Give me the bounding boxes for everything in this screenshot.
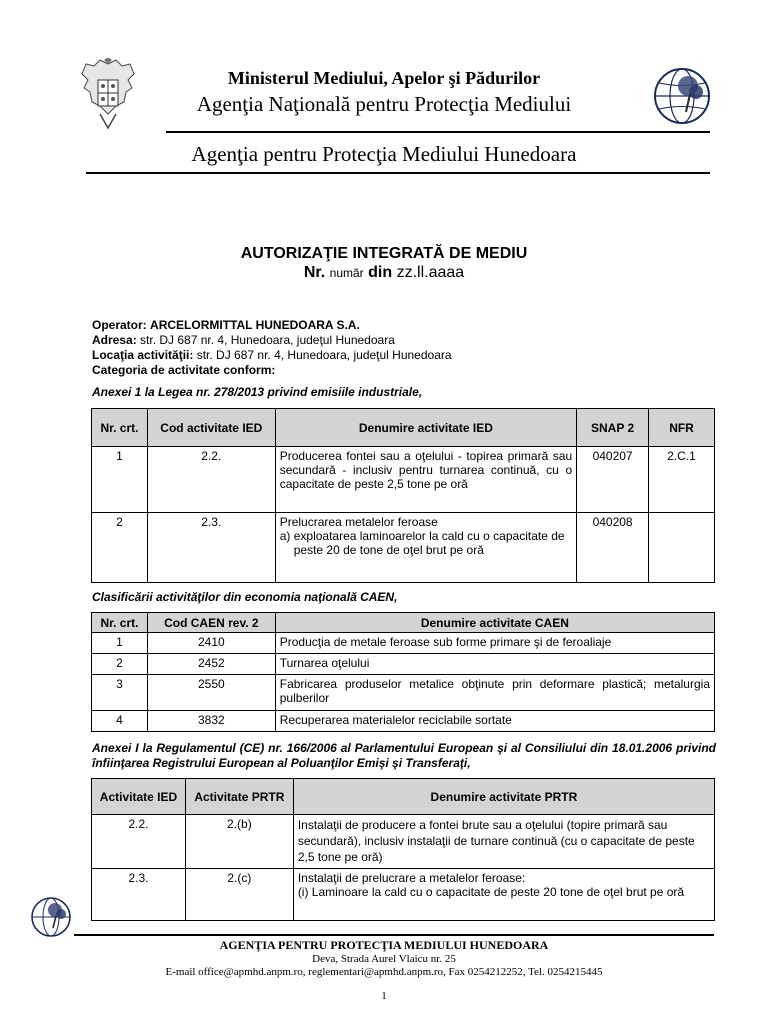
table-row: 4 3832 Recuperarea materialelor reciclabile sortate [92, 711, 715, 732]
operator-info [92, 318, 452, 378]
nr-label: Nr. [303, 264, 326, 281]
document-number-line [0, 264, 768, 282]
footer-contact: E-mail office@apmhd.anpm.ro, reglementari@apmhd.anpm.ro, Fax 0254212252, Tel. 0254215445 [165, 966, 603, 978]
din-label: din [368, 264, 393, 281]
table-row: 2.2. 2.(b) Instalaţii de producere a fontei brute sau a oţelului (topire primară sau secundară), inclusiv instalaţii de turnare continuă (cu o capacitate de peste 2,5 tone pe oră) [92, 815, 715, 869]
prtr-section-title: Anexei I la Regulamentul (CE) nr. 166/2006 al Parlamentului European şi al Consiliului din 18.01.2006 privind înfiinţarea Registrului European al Poluanţilor Emişi şi Transferaţi, [92, 741, 716, 770]
operator-line: Operator: ARCELORMITTAL HUNEDOARA S.A. [92, 318, 360, 332]
ied-header-nfr: NFR [649, 409, 715, 447]
national-agency-title: Agenţia Naţională pentru Protecţia Mediului [196, 92, 572, 116]
table-row: 2 2.3. Prelucrarea metalelor feroase a) exploatarea laminoarelor la cald cu o capacitate de peste 20 de tone de oţel brut pe oră 040208 [92, 513, 715, 583]
location-line: Locaţia activităţii: str. DJ 687 nr. 4, Hunedoara, judeţul Hunedoara [92, 348, 452, 362]
ied-section-title: Anexei 1 la Legea nr. 278/2013 privind emisiile industriale, [92, 385, 423, 399]
footer-rule [74, 934, 714, 936]
table-row: 1 2.2. Producerea fontei sau a oţelului - topirea primară sau secundară - inclusiv pentru turnarea continuă, cu o capacitate de peste 2,5 tone pe oră 040207 2.C.1 [92, 447, 715, 513]
nr-value: număr [329, 266, 364, 280]
prtr-table [91, 778, 715, 921]
ied-header-name: Denumire activitate IED [275, 409, 576, 447]
caen-header-code: Cod CAEN rev. 2 [147, 613, 275, 633]
footer-address: Deva, Strada Aurel Vlaicu nr. 25 [312, 953, 456, 965]
ied-header-snap: SNAP 2 [577, 409, 649, 447]
prtr-header-ied: Activitate IED [92, 779, 186, 815]
address-line: Adresa: str. DJ 687 nr. 4, Hunedoara, judeţul Hunedoara [92, 333, 395, 347]
table-row: 2.3. 2.(c) Instalaţii de prelucrare a metalelor feroase: (i) Laminoare la cald cu o capacitate de peste 20 tone de oţel brut pe oră [92, 869, 715, 921]
date-placeholder: zz.ll.aaaa [396, 264, 465, 281]
footer-globe-logo-icon [30, 896, 72, 938]
header-rule-bottom [86, 172, 710, 174]
caen-header-name: Denumire activitate CAEN [275, 613, 714, 633]
prtr-header-prtr: Activitate PRTR [185, 779, 293, 815]
ministry-title: Ministerul Mediului, Apelor şi Pădurilor [227, 68, 541, 88]
footer-agency: AGENŢIA PENTRU PROTECŢIA MEDIULUI HUNEDOARA [219, 938, 549, 952]
table-row: 3 2550 Fabricarea produselor metalice obţinute prin deformare plastică; metalurgia pulberilor [92, 675, 715, 711]
document-title: AUTORIZAŢIE INTEGRATĂ DE MEDIU [240, 245, 528, 262]
table-row: 1 2410 Producţia de metale feroase sub forme primare şi de feroaliaje [92, 633, 715, 654]
header-rule-top [166, 131, 710, 133]
prtr-header-name: Denumire activitate PRTR [293, 779, 714, 815]
ied-header-code: Cod activitate IED [147, 409, 275, 447]
caen-table [91, 612, 715, 732]
caen-section-title: Clasificării activităţilor din economia naţională CAEN, [92, 590, 398, 604]
ied-header-nr: Nr. crt. [92, 409, 148, 447]
table-row: 2 2452 Turnarea oţelului [92, 654, 715, 675]
ied-table [91, 408, 715, 583]
page-number: 1 [381, 990, 387, 1002]
local-agency-title: Agenţia pentru Protecţia Mediului Hunedoara [191, 142, 577, 166]
caen-header-nr: Nr. crt. [92, 613, 148, 633]
category-line: Categoria de activitate conform: [92, 363, 276, 377]
